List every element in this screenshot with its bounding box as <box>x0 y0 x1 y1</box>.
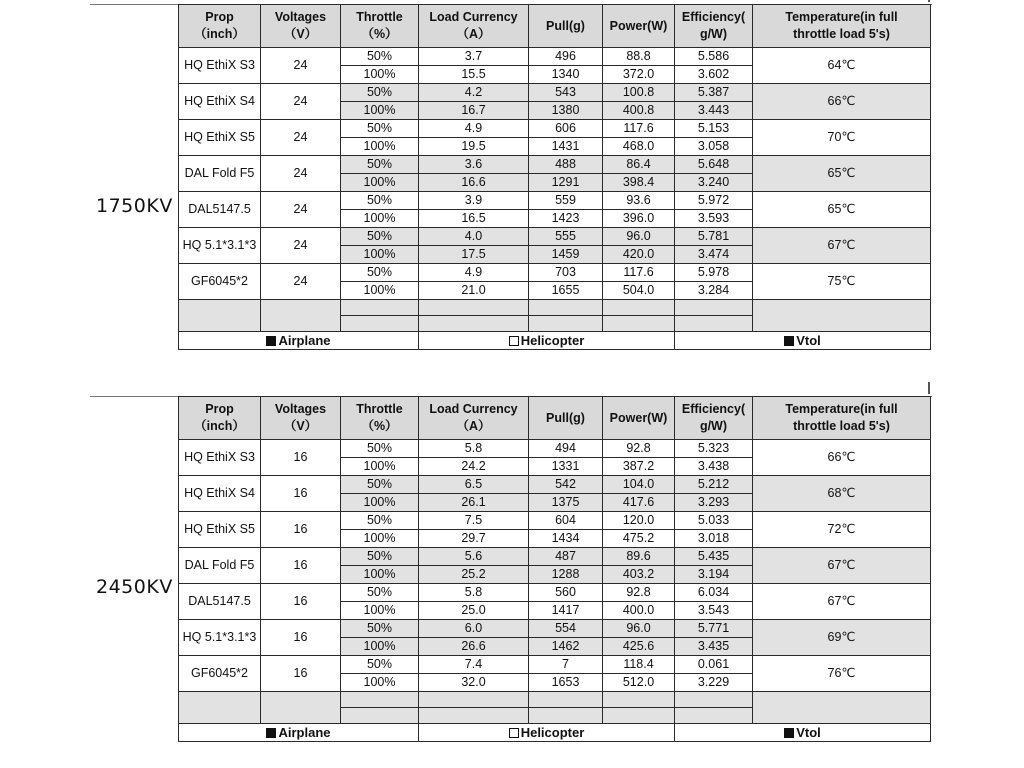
data-cell: 100% <box>341 102 419 120</box>
header-text: throttle load 5's) <box>793 419 890 433</box>
data-cell: 703 <box>529 264 603 282</box>
empty-cell <box>603 692 675 708</box>
header-row <box>179 5 931 48</box>
column-header <box>179 397 261 440</box>
prop-cell: DAL Fold F5 <box>179 548 261 584</box>
header-text: Pull(g) <box>546 410 585 425</box>
data-cell: 5.212 <box>675 476 753 494</box>
data-cell: 4.9 <box>419 120 529 138</box>
data-cell: 32.0 <box>419 674 529 692</box>
prop-cell: HQ 5.1*3.1*3 <box>179 620 261 656</box>
data-cell: 604 <box>529 512 603 530</box>
data-cell: 3.194 <box>675 566 753 584</box>
table-row <box>179 192 931 210</box>
data-cell: 16.5 <box>419 210 529 228</box>
empty-cell <box>529 316 603 332</box>
data-cell: 3.058 <box>675 138 753 156</box>
legend-row <box>179 724 931 742</box>
empty-square-icon <box>509 336 519 346</box>
data-cell: 50% <box>341 156 419 174</box>
empty-cell <box>603 708 675 724</box>
data-cell: 3.443 <box>675 102 753 120</box>
data-cell: 3.9 <box>419 192 529 210</box>
data-cell: 92.8 <box>603 440 675 458</box>
temperature-cell: 65℃ <box>753 156 931 192</box>
empty-cell <box>341 316 419 332</box>
data-cell: 100% <box>341 174 419 192</box>
data-cell: 16.6 <box>419 174 529 192</box>
data-cell: 3.602 <box>675 66 753 84</box>
table-row <box>179 656 931 674</box>
voltage-cell: 24 <box>261 228 341 264</box>
data-cell: 543 <box>529 84 603 102</box>
table-row <box>179 440 931 458</box>
data-cell: 96.0 <box>603 228 675 246</box>
data-cell: 542 <box>529 476 603 494</box>
header-text: （A） <box>456 27 491 41</box>
empty-cell <box>675 300 753 316</box>
empty-cell <box>675 316 753 332</box>
data-cell: 1653 <box>529 674 603 692</box>
table-row <box>179 476 931 494</box>
prop-cell: HQ EthiX S5 <box>179 120 261 156</box>
header-text: Throttle <box>356 10 403 24</box>
empty-cell <box>675 692 753 708</box>
prop-cell: GF6045*2 <box>179 656 261 692</box>
data-cell: 1380 <box>529 102 603 120</box>
filled-square-icon <box>266 728 276 738</box>
data-cell: 5.771 <box>675 620 753 638</box>
prop-cell: DAL Fold F5 <box>179 156 261 192</box>
data-cell: 3.593 <box>675 210 753 228</box>
data-cell: 5.648 <box>675 156 753 174</box>
column-header <box>675 397 753 440</box>
empty-square-icon <box>509 728 519 738</box>
empty-cell <box>341 692 419 708</box>
data-cell: 24.2 <box>419 458 529 476</box>
temperature-cell: 67℃ <box>753 228 931 264</box>
data-cell: 5.8 <box>419 440 529 458</box>
data-cell: 100% <box>341 458 419 476</box>
data-cell: 7.4 <box>419 656 529 674</box>
data-cell: 560 <box>529 584 603 602</box>
voltage-cell: 24 <box>261 84 341 120</box>
header-text: Throttle <box>356 402 403 416</box>
data-cell: 1291 <box>529 174 603 192</box>
data-cell: 1459 <box>529 246 603 264</box>
voltage-cell: 24 <box>261 48 341 84</box>
data-cell: 117.6 <box>603 264 675 282</box>
data-cell: 387.2 <box>603 458 675 476</box>
temperature-cell: 67℃ <box>753 584 931 620</box>
legend-row <box>179 332 931 350</box>
empty-cell <box>179 300 261 332</box>
header-text: （A） <box>456 419 491 433</box>
column-header <box>529 397 603 440</box>
empty-cell <box>341 708 419 724</box>
empty-cell <box>529 692 603 708</box>
voltage-cell: 24 <box>261 156 341 192</box>
data-cell: 606 <box>529 120 603 138</box>
data-cell: 468.0 <box>603 138 675 156</box>
data-cell: 1288 <box>529 566 603 584</box>
data-cell: 5.586 <box>675 48 753 66</box>
header-text: Power(W) <box>609 18 668 33</box>
empty-cell <box>753 692 931 724</box>
data-cell: 100% <box>341 246 419 264</box>
filled-square-icon <box>784 728 794 738</box>
filled-square-icon <box>266 336 276 346</box>
voltage-cell: 24 <box>261 120 341 156</box>
data-cell: 420.0 <box>603 246 675 264</box>
data-cell: 100% <box>341 566 419 584</box>
empty-cell <box>529 708 603 724</box>
legend-helicopter <box>419 724 675 742</box>
temperature-cell: 68℃ <box>753 476 931 512</box>
table-row <box>179 84 931 102</box>
data-cell: 5.781 <box>675 228 753 246</box>
header-text: （%） <box>361 419 398 433</box>
prop-cell: DAL5147.5 <box>179 584 261 620</box>
data-cell: 5.435 <box>675 548 753 566</box>
temperature-cell: 67℃ <box>753 548 931 584</box>
data-cell: 50% <box>341 584 419 602</box>
data-cell: 25.2 <box>419 566 529 584</box>
kv-label: 1750KV <box>96 195 173 217</box>
header-text: Pull(g) <box>546 18 585 33</box>
header-text: （V） <box>283 27 318 41</box>
data-cell: 5.978 <box>675 264 753 282</box>
prop-cell: HQ EthiX S4 <box>179 476 261 512</box>
empty-cell <box>753 300 931 332</box>
data-cell: 100% <box>341 638 419 656</box>
data-cell: 3.6 <box>419 156 529 174</box>
legend-airplane <box>179 724 419 742</box>
legend-label: Airplane <box>278 333 331 348</box>
column-header <box>603 397 675 440</box>
data-cell: 50% <box>341 264 419 282</box>
column-header <box>341 5 419 48</box>
header-text: （%） <box>361 27 398 41</box>
header-row <box>179 397 931 440</box>
legend-label: Helicopter <box>520 725 585 740</box>
data-cell: 504.0 <box>603 282 675 300</box>
data-cell: 120.0 <box>603 512 675 530</box>
data-cell: 50% <box>341 192 419 210</box>
data-cell: 372.0 <box>603 66 675 84</box>
data-cell: 50% <box>341 228 419 246</box>
data-cell: 512.0 <box>603 674 675 692</box>
performance-table <box>178 396 931 742</box>
empty-cell <box>603 316 675 332</box>
table-row <box>179 156 931 174</box>
header-text: Efficiency( <box>681 402 746 416</box>
column-header <box>529 5 603 48</box>
performance-table <box>178 4 931 350</box>
data-cell: 5.153 <box>675 120 753 138</box>
temperature-cell: 70℃ <box>753 120 931 156</box>
empty-cell <box>419 300 529 316</box>
data-cell: 5.8 <box>419 584 529 602</box>
header-text: Prop <box>205 10 234 24</box>
data-cell: 100% <box>341 210 419 228</box>
table-row <box>179 120 931 138</box>
data-cell: 1431 <box>529 138 603 156</box>
data-cell: 50% <box>341 440 419 458</box>
header-text: Temperature(in full <box>785 402 898 416</box>
voltage-cell: 16 <box>261 548 341 584</box>
temperature-cell: 64℃ <box>753 48 931 84</box>
prop-cell: HQ EthiX S3 <box>179 48 261 84</box>
prop-cell: HQ EthiX S5 <box>179 512 261 548</box>
column-header <box>341 397 419 440</box>
kv-label: 2450KV <box>96 576 173 598</box>
temperature-cell: 66℃ <box>753 440 931 476</box>
data-cell: 50% <box>341 656 419 674</box>
legend-label: Vtol <box>796 725 821 740</box>
data-cell: 3.7 <box>419 48 529 66</box>
data-cell: 425.6 <box>603 638 675 656</box>
data-cell: 5.033 <box>675 512 753 530</box>
data-cell: 50% <box>341 476 419 494</box>
prop-cell: HQ EthiX S3 <box>179 440 261 476</box>
empty-cell <box>179 692 261 724</box>
legend-label: Airplane <box>278 725 331 740</box>
header-text: g/W) <box>699 27 728 41</box>
table-row <box>179 512 931 530</box>
data-cell: 475.2 <box>603 530 675 548</box>
data-cell: 16.7 <box>419 102 529 120</box>
data-cell: 96.0 <box>603 620 675 638</box>
empty-cell <box>603 300 675 316</box>
data-cell: 100% <box>341 282 419 300</box>
data-cell: 3.240 <box>675 174 753 192</box>
empty-cell <box>341 300 419 316</box>
data-cell: 487 <box>529 548 603 566</box>
column-header <box>675 5 753 48</box>
data-cell: 559 <box>529 192 603 210</box>
data-cell: 17.5 <box>419 246 529 264</box>
voltage-cell: 16 <box>261 584 341 620</box>
data-cell: 29.7 <box>419 530 529 548</box>
empty-cell <box>675 708 753 724</box>
data-cell: 554 <box>529 620 603 638</box>
voltage-cell: 16 <box>261 620 341 656</box>
data-cell: 19.5 <box>419 138 529 156</box>
header-text: Load Currency <box>429 402 518 416</box>
data-cell: 15.5 <box>419 66 529 84</box>
data-cell: 555 <box>529 228 603 246</box>
temperature-cell: 76℃ <box>753 656 931 692</box>
header-text: Voltages <box>274 10 327 24</box>
voltage-cell: 16 <box>261 476 341 512</box>
prop-cell: GF6045*2 <box>179 264 261 300</box>
data-cell: 4.9 <box>419 264 529 282</box>
voltage-cell: 16 <box>261 440 341 476</box>
voltage-cell: 16 <box>261 656 341 692</box>
header-text: Power(W) <box>609 410 668 425</box>
data-cell: 100% <box>341 138 419 156</box>
empty-cell <box>419 692 529 708</box>
data-cell: 3.438 <box>675 458 753 476</box>
data-cell: 4.2 <box>419 84 529 102</box>
data-cell: 88.8 <box>603 48 675 66</box>
header-text: Temperature(in full <box>785 10 898 24</box>
data-cell: 400.8 <box>603 102 675 120</box>
data-cell: 5.6 <box>419 548 529 566</box>
voltage-cell: 24 <box>261 264 341 300</box>
data-cell: 93.6 <box>603 192 675 210</box>
data-cell: 494 <box>529 440 603 458</box>
data-cell: 89.6 <box>603 548 675 566</box>
data-cell: 403.2 <box>603 566 675 584</box>
data-cell: 104.0 <box>603 476 675 494</box>
filled-square-icon <box>784 336 794 346</box>
data-cell: 100% <box>341 602 419 620</box>
data-cell: 1331 <box>529 458 603 476</box>
empty-cell <box>261 300 341 332</box>
header-text: throttle load 5's) <box>793 27 890 41</box>
data-cell: 100.8 <box>603 84 675 102</box>
data-cell: 398.4 <box>603 174 675 192</box>
data-cell: 1417 <box>529 602 603 620</box>
legend-label: Helicopter <box>520 333 585 348</box>
data-cell: 5.323 <box>675 440 753 458</box>
data-cell: 6.034 <box>675 584 753 602</box>
data-cell: 3.293 <box>675 494 753 512</box>
column-header <box>261 397 341 440</box>
header-text: g/W) <box>699 419 728 433</box>
data-cell: 3.543 <box>675 602 753 620</box>
data-cell: 0.061 <box>675 656 753 674</box>
empty-row <box>179 692 931 708</box>
table-row <box>179 264 931 282</box>
data-cell: 3.474 <box>675 246 753 264</box>
column-header <box>603 5 675 48</box>
data-cell: 1340 <box>529 66 603 84</box>
data-cell: 100% <box>341 674 419 692</box>
data-cell: 3.435 <box>675 638 753 656</box>
voltage-cell: 16 <box>261 512 341 548</box>
empty-cell <box>419 708 529 724</box>
header-text: （inch） <box>194 419 245 433</box>
data-cell: 26.6 <box>419 638 529 656</box>
data-cell: 7.5 <box>419 512 529 530</box>
prop-cell: HQ EthiX S4 <box>179 84 261 120</box>
header-text: （inch） <box>194 27 245 41</box>
data-cell: 21.0 <box>419 282 529 300</box>
data-cell: 1462 <box>529 638 603 656</box>
data-cell: 1655 <box>529 282 603 300</box>
data-cell: 86.4 <box>603 156 675 174</box>
column-header <box>753 5 931 48</box>
data-cell: 4.0 <box>419 228 529 246</box>
column-header <box>419 5 529 48</box>
table-row <box>179 48 931 66</box>
table-row <box>179 584 931 602</box>
data-cell: 117.6 <box>603 120 675 138</box>
data-cell: 6.0 <box>419 620 529 638</box>
data-cell: 400.0 <box>603 602 675 620</box>
temperature-cell: 66℃ <box>753 84 931 120</box>
legend-vtol <box>675 724 931 742</box>
data-cell: 1434 <box>529 530 603 548</box>
empty-cell <box>261 692 341 724</box>
data-cell: 3.284 <box>675 282 753 300</box>
prop-cell: DAL5147.5 <box>179 192 261 228</box>
header-text: Load Currency <box>429 10 518 24</box>
data-cell: 5.972 <box>675 192 753 210</box>
header-text: Prop <box>205 402 234 416</box>
data-cell: 100% <box>341 530 419 548</box>
data-cell: 3.018 <box>675 530 753 548</box>
data-cell: 5.387 <box>675 84 753 102</box>
legend-helicopter <box>419 332 675 350</box>
data-cell: 1375 <box>529 494 603 512</box>
data-cell: 100% <box>341 66 419 84</box>
header-text: Voltages <box>274 402 327 416</box>
table-row <box>179 548 931 566</box>
data-cell: 1423 <box>529 210 603 228</box>
legend-airplane <box>179 332 419 350</box>
header-text: （V） <box>283 419 318 433</box>
empty-cell <box>419 316 529 332</box>
column-header <box>179 5 261 48</box>
edge-marker <box>928 0 930 2</box>
empty-cell <box>529 300 603 316</box>
table-row <box>179 228 931 246</box>
data-cell: 396.0 <box>603 210 675 228</box>
column-header <box>261 5 341 48</box>
header-text: Efficiency( <box>681 10 746 24</box>
data-cell: 50% <box>341 548 419 566</box>
data-cell: 496 <box>529 48 603 66</box>
data-cell: 50% <box>341 120 419 138</box>
data-cell: 6.5 <box>419 476 529 494</box>
data-cell: 118.4 <box>603 656 675 674</box>
data-cell: 25.0 <box>419 602 529 620</box>
data-cell: 26.1 <box>419 494 529 512</box>
temperature-cell: 69℃ <box>753 620 931 656</box>
data-cell: 7 <box>529 656 603 674</box>
prop-cell: HQ 5.1*3.1*3 <box>179 228 261 264</box>
temperature-cell: 75℃ <box>753 264 931 300</box>
data-cell: 3.229 <box>675 674 753 692</box>
data-cell: 92.8 <box>603 584 675 602</box>
legend-label: Vtol <box>796 333 821 348</box>
column-header <box>419 397 529 440</box>
data-cell: 417.6 <box>603 494 675 512</box>
data-cell: 50% <box>341 620 419 638</box>
legend-vtol <box>675 332 931 350</box>
data-cell: 100% <box>341 494 419 512</box>
table-row <box>179 620 931 638</box>
data-cell: 488 <box>529 156 603 174</box>
temperature-cell: 65℃ <box>753 192 931 228</box>
data-cell: 50% <box>341 84 419 102</box>
data-cell: 50% <box>341 48 419 66</box>
empty-row <box>179 300 931 316</box>
temperature-cell: 72℃ <box>753 512 931 548</box>
column-header <box>753 397 931 440</box>
edge-marker <box>928 382 930 394</box>
data-cell: 50% <box>341 512 419 530</box>
voltage-cell: 24 <box>261 192 341 228</box>
